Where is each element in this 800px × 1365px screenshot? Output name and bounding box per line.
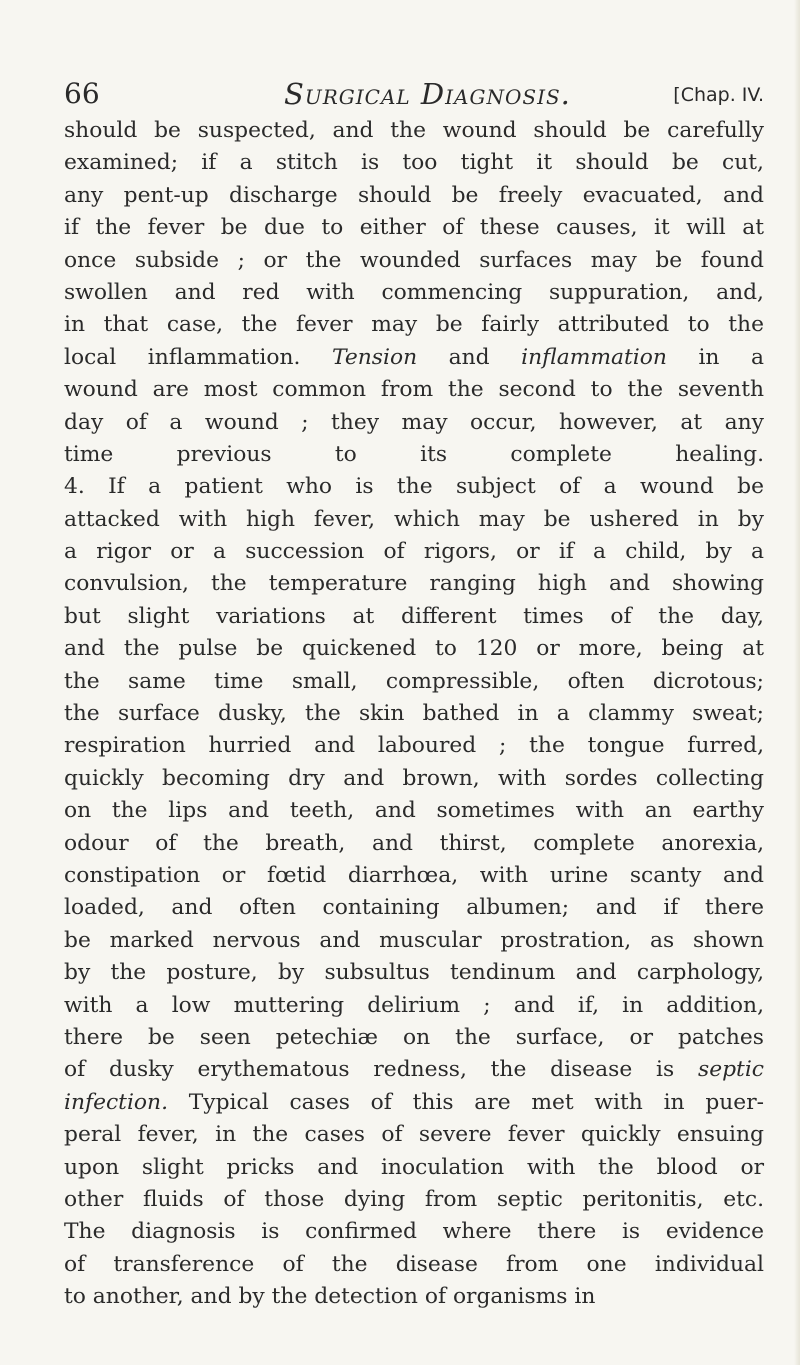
- text-segment: wound are most common from the second to the seventh: [64, 377, 764, 403]
- text-line: [64, 407, 764, 439]
- text-line: [64, 957, 764, 989]
- text-line: [64, 1281, 764, 1313]
- text-segment: of transference of the disease from one individual: [64, 1251, 764, 1277]
- text-segment: should be suspected, and the wound should be carefully: [64, 118, 764, 143]
- text-segment: in that case, the fever may be fairly attributed to the: [64, 312, 764, 338]
- text-line: [64, 925, 764, 957]
- text-line: [64, 309, 764, 341]
- text-segment: with a low muttering delirium ; and if, in addition,: [64, 992, 764, 1018]
- text-segment: the same time small, compressible, often dicrotous;: [64, 668, 764, 694]
- text-line: [64, 536, 764, 568]
- text-line: [64, 147, 764, 179]
- text-line: [64, 471, 764, 503]
- text-line: [64, 795, 764, 827]
- text-segment: be marked nervous and muscular prostration, as shown: [64, 927, 764, 953]
- text-segment: respiration hurried and laboured ; the tongue furred,: [64, 733, 764, 759]
- text-line: [64, 245, 764, 277]
- text-line: [64, 277, 764, 309]
- text-segment: and: [417, 344, 522, 370]
- text-segment: there be seen petechiæ on the surface, or patches: [64, 1024, 764, 1050]
- text-segment: Typical cases of this are met with in puer-: [168, 1089, 764, 1115]
- text-segment: other fluids of those dying from septic peritonitis, etc.: [64, 1186, 764, 1212]
- text-line: [64, 115, 764, 147]
- text-segment: day of a wound ; they may occur, however, at any: [64, 409, 764, 435]
- body-text: [64, 115, 764, 1313]
- text-segment: any pent-up discharge should be freely evacuated, and: [64, 182, 764, 208]
- text-segment: peral fever, in the cases of severe fever quickly ensuing: [64, 1122, 764, 1148]
- text-segment: loaded, and often containing albumen; and if there: [64, 895, 764, 921]
- text-line: [64, 1216, 764, 1248]
- text-segment: the surface dusky, the skin bathed in a clammy sweat;: [64, 701, 764, 727]
- text-segment: and the pulse be quickened to 120 or more, being at: [64, 636, 764, 662]
- text-line: [64, 763, 764, 795]
- text-segment: if the fever be due to either of these causes, it will at: [64, 215, 764, 241]
- text-line: [64, 342, 764, 374]
- text-segment: constipation or fœtid diarrhœa, with urine scanty and: [64, 862, 764, 888]
- text-line: [64, 1152, 764, 1184]
- text-segment: odour of the breath, and thirst, complete anorexia,: [64, 830, 764, 856]
- text-line: [64, 698, 764, 730]
- text-segment: time previous to its complete healing.: [64, 441, 764, 467]
- text-line: [64, 1087, 764, 1119]
- text-line: [64, 568, 764, 600]
- page-number: 66: [64, 77, 100, 110]
- text-line: [64, 633, 764, 665]
- text-line: [64, 828, 764, 860]
- text-segment: 4. If a patient who is the subject of a wound be: [64, 474, 764, 500]
- text-line: [64, 730, 764, 762]
- text-segment: a rigor or a succession of rigors, or if a child, by a: [64, 539, 764, 565]
- text-line: [64, 374, 764, 406]
- text-line: [64, 1119, 764, 1151]
- text-line: [64, 1022, 764, 1054]
- text-line: [64, 439, 764, 471]
- text-segment: on the lips and teeth, and sometimes with an earthy: [64, 798, 764, 824]
- text-line: [64, 892, 764, 924]
- italic-text: Tension: [332, 344, 418, 370]
- text-line: [64, 1054, 764, 1086]
- italic-text: infection.: [64, 1089, 169, 1115]
- text-segment: convulsion, the temperature ranging high and showing: [64, 571, 764, 597]
- text-segment: quickly becoming dry and brown, with sordes collecting: [64, 765, 764, 791]
- text-segment: once subside ; or the wounded surfaces may be found: [64, 247, 764, 273]
- running-title: Surgical Diagnosis.: [284, 77, 571, 111]
- text-segment: in a: [666, 344, 764, 370]
- chapter-reference: [Chap. IV.: [673, 84, 764, 106]
- italic-text: inflammation: [521, 344, 667, 370]
- text-line: [64, 212, 764, 244]
- text-segment: upon slight pricks and inoculation with the blood or: [64, 1154, 764, 1180]
- text-segment: local inflammation.: [64, 344, 333, 370]
- text-segment: attacked with high fever, which may be ushered in by: [64, 506, 764, 532]
- text-line: [64, 601, 764, 633]
- page-header: [64, 74, 764, 114]
- text-segment: but slight variations at different times of the day,: [64, 603, 764, 629]
- text-line: [64, 990, 764, 1022]
- italic-text: septic: [698, 1057, 764, 1083]
- text-segment: of dusky erythematous redness, the disease is: [64, 1057, 699, 1083]
- text-segment: by the posture, by subsultus tendinum and carphology,: [64, 960, 764, 986]
- text-line: [64, 1184, 764, 1216]
- text-line: [64, 504, 764, 536]
- text-line: [64, 860, 764, 892]
- text-line: [64, 1249, 764, 1281]
- text-segment: to another, and by the detection of organisms in: [64, 1284, 596, 1310]
- text-segment: examined; if a stitch is too tight it should be cut,: [64, 150, 764, 176]
- text-line: [64, 666, 764, 698]
- text-segment: The diagnosis is confirmed where there is evidence: [64, 1219, 764, 1245]
- page-edge: [794, 0, 800, 1365]
- text-segment: swollen and red with commencing suppuration, and,: [64, 279, 764, 305]
- text-line: [64, 180, 764, 212]
